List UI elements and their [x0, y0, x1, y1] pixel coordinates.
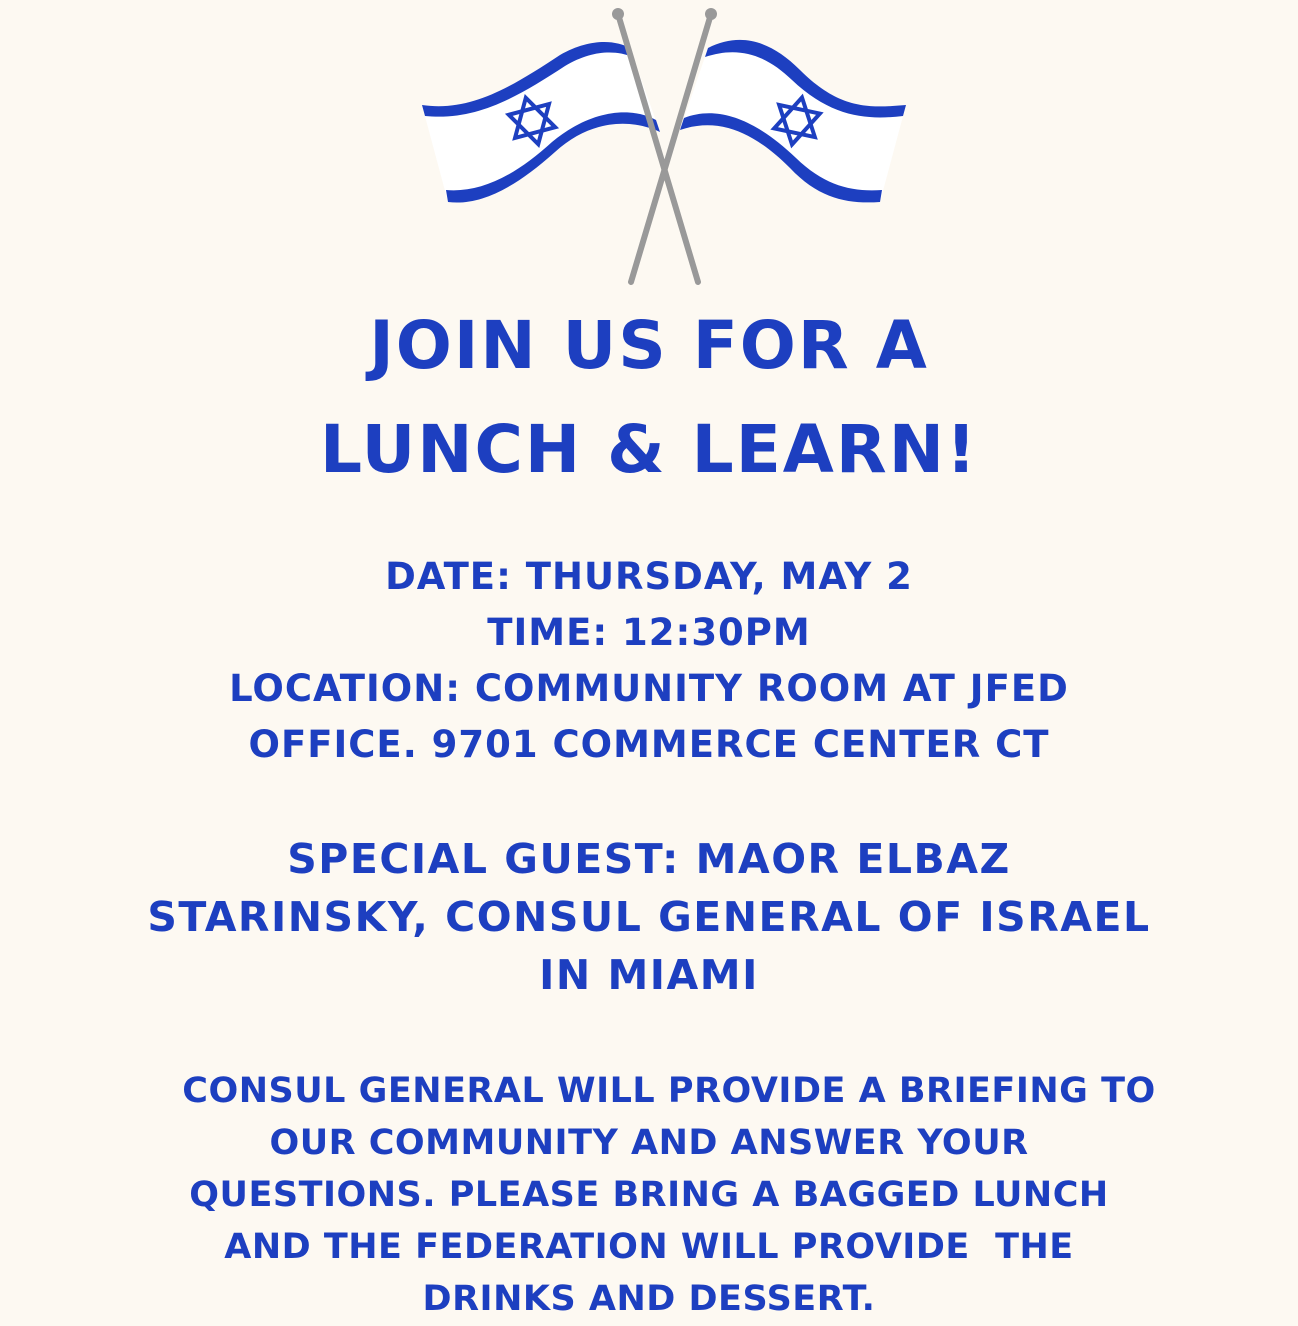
guest-line-1: SPECIAL GUEST: MAOR ELBAZ: [287, 835, 1011, 883]
right-flag-icon: [680, 40, 906, 203]
special-guest: [0, 830, 1298, 1004]
event-details: [0, 549, 1298, 773]
description-line-4: AND THE FEDERATION WILL PROVIDE THE: [224, 1227, 1074, 1267]
guest-line-3: IN MIAMI: [539, 951, 759, 999]
event-time: TIME: 12:30PM: [487, 611, 811, 654]
event-description: [0, 1065, 1298, 1325]
guest-line-2: STARINSKY, CONSUL GENERAL OF ISRAEL: [147, 893, 1151, 941]
event-location-line-2: OFFICE. 9701 COMMERCE CENTER CT: [248, 723, 1050, 766]
event-location-line-1: LOCATION: COMMUNITY ROOM AT JFED: [229, 667, 1069, 710]
headline-line-2: LUNCH & LEARN!: [319, 411, 979, 488]
event-date: DATE: THURSDAY, MAY 2: [385, 555, 913, 598]
description-line-3: QUESTIONS. PLEASE BRING A BAGGED LUNCH: [189, 1175, 1109, 1215]
crossed-flags-icon: [410, 0, 920, 300]
headline-line-1: JOIN US FOR A: [369, 307, 929, 384]
event-headline: [0, 294, 1298, 502]
description-line-5: DRINKS AND DESSERT.: [422, 1279, 876, 1319]
description-line-2: OUR COMMUNITY AND ANSWER YOUR: [269, 1123, 1029, 1163]
left-flag-icon: [422, 42, 660, 203]
description-line-1: CONSUL GENERAL WILL PROVIDE A BRIEFING TO: [182, 1071, 1156, 1111]
